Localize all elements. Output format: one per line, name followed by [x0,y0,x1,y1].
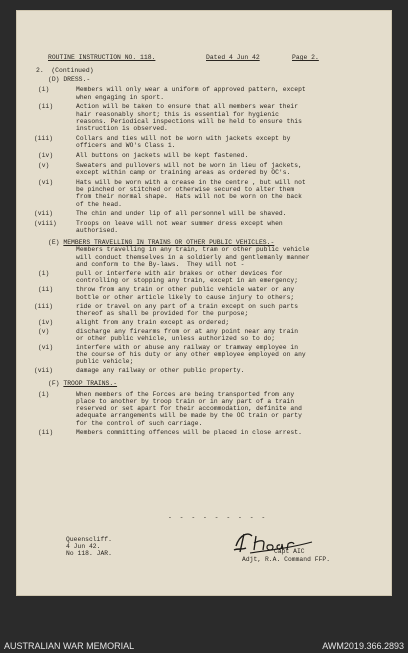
item-number: (i) [38,390,50,398]
document-page [16,10,392,596]
archive-footer [0,628,408,653]
section-title: TROOP TRAINS.- [63,380,118,388]
item-number: (iii) [34,134,53,142]
item-text-line: public vehicle; [76,358,134,366]
archive-name: AUSTRALIAN WAR MEMORIAL [4,641,135,651]
item-number: (ii) [38,103,54,111]
item-text-line: ride or travel on any part of a train except on such parts [76,302,299,310]
item-text-line: or other public vehicle, unless authorized so to do; [76,334,276,342]
item-number: (iv) [38,318,54,326]
archive-reference: AWM2019.366.2893 [322,641,404,651]
item-number: (viii) [34,219,57,227]
section-letter: (E) [48,238,60,246]
item-text-line: Members committing offences will be placed in close arrest. [76,429,302,436]
item-text-line: adequate arrangements will be made by the OC train or party [76,412,302,420]
item-text-line: bottle or other article likely to cause injury to others; [76,293,295,301]
item-text-line: reasons. Periodical inspections will be held to ensure this [76,117,302,125]
item-text-line: authorised. [76,227,119,235]
item-text-line: hair reasonably short; this is essential for hygienic [76,110,279,118]
item-number: (ii) [38,429,54,436]
item-number: (i) [38,86,50,94]
item-text-line: alight from any train except as ordered; [76,318,230,326]
item-text-line: discharge any firearms from or at any point near any train [76,327,299,335]
item-text-line: throw from any train or other public vehicle water or any [76,286,295,294]
item-text-line: the course of his duty or any other employee employed on any [76,351,306,359]
section-heading-troop-trains [48,380,117,387]
item-text-line: of the head. [76,200,122,208]
section-heading-dress: (D) DRESS.- [48,76,91,83]
section-title: MEMBERS TRAVELLING IN TRAINS OR OTHER PUBLIC VEHICLES.- [63,238,275,246]
section-intro-line: will conduct themselves in a soldierly and gentlemanly manner [76,253,310,261]
instruction-title: ROUTINE INSTRUCTION NO. 118. [48,54,156,61]
item-number: (vii) [34,210,53,218]
item-text-line: Troops on leave will not wear summer dress except when [76,219,283,227]
item-text-line: Sweaters and pullovers will not be worn in lieu of jackets, [76,161,302,169]
item-number: (v) [38,161,50,169]
item-number: (ii) [38,286,54,294]
item-text-line: damage any railway or other public property. [76,367,245,375]
page-number: Page 2. [292,54,319,61]
item-text-line: from their normal shape. Hats will not be worn on the back [76,193,302,201]
origin-place: Queenscliff. [66,536,112,543]
document-date: Dated 4 Jun 42 [206,54,260,61]
item-text-line: Hats will be worn with a crease in the centre , but will not [76,178,306,186]
item-text-line: All buttons on jackets will be kept fastened. [76,151,249,159]
item-text-line: Action will be taken to ensure that all members wear their [76,103,299,111]
item-text-line: When members of the Forces are being transported from any [76,390,295,398]
item-text-line: except within camp or training areas as ordered by OC's. [76,168,291,176]
item-number: (vi) [38,343,54,351]
item-text-line: officers and WO's Class 1. [76,142,176,150]
item-text-line: instruction is observed. [76,125,168,133]
item-text-line: be pinched or stitched or otherwise secured to alter them [76,185,295,193]
item-text-line: controlling or stopping any train, except in an emergency; [76,277,299,285]
item-number: (iv) [38,151,54,159]
item-text-line: reserved or set apart for their accommodation, definite and [76,405,302,413]
item-text-line: place to another by troop train or in any part of a train [76,397,295,405]
paragraph-label: 2. (Continued) [36,67,94,74]
item-text-line: pull or interfere with air brakes or other devices for [76,270,283,278]
item-text-line: Collars and ties will not be worn with jackets except by [76,134,291,142]
item-text-line: for the control of such carriage. [76,419,203,427]
item-text-line: The chin and under lip of all personnel will be shaved. [76,210,287,218]
origin-reference: No 118. JAR. [66,550,112,557]
section-intro-line: and conform to the By-laws. They will not - [76,260,245,268]
item-number: (i) [38,270,50,278]
section-heading-travelling [48,239,274,246]
item-number: (iii) [34,302,53,310]
signatory-role: Adjt, R.A. Command FFP. [242,556,331,563]
item-text-line: thereof as shall be provided for the purpose; [76,309,249,317]
separator-line: - - - - - - - - - [168,514,268,521]
origin-date: 4 Jun 42. [66,543,101,550]
signatory-rank: Capt AIC [274,548,305,555]
section-intro-line: Members travelling in any train, tram or other public vehicle [76,246,310,254]
item-number: (vii) [34,367,53,375]
item-text-line: when engaging in sport. [76,93,165,101]
item-number: (vi) [38,178,54,186]
section-letter: (F) [48,380,60,388]
item-text-line: Members will only wear a uniform of approved pattern, except [76,86,306,94]
item-text-line: interfere with or abuse any railway or tramway employee in [76,343,299,351]
item-number: (v) [38,327,50,335]
